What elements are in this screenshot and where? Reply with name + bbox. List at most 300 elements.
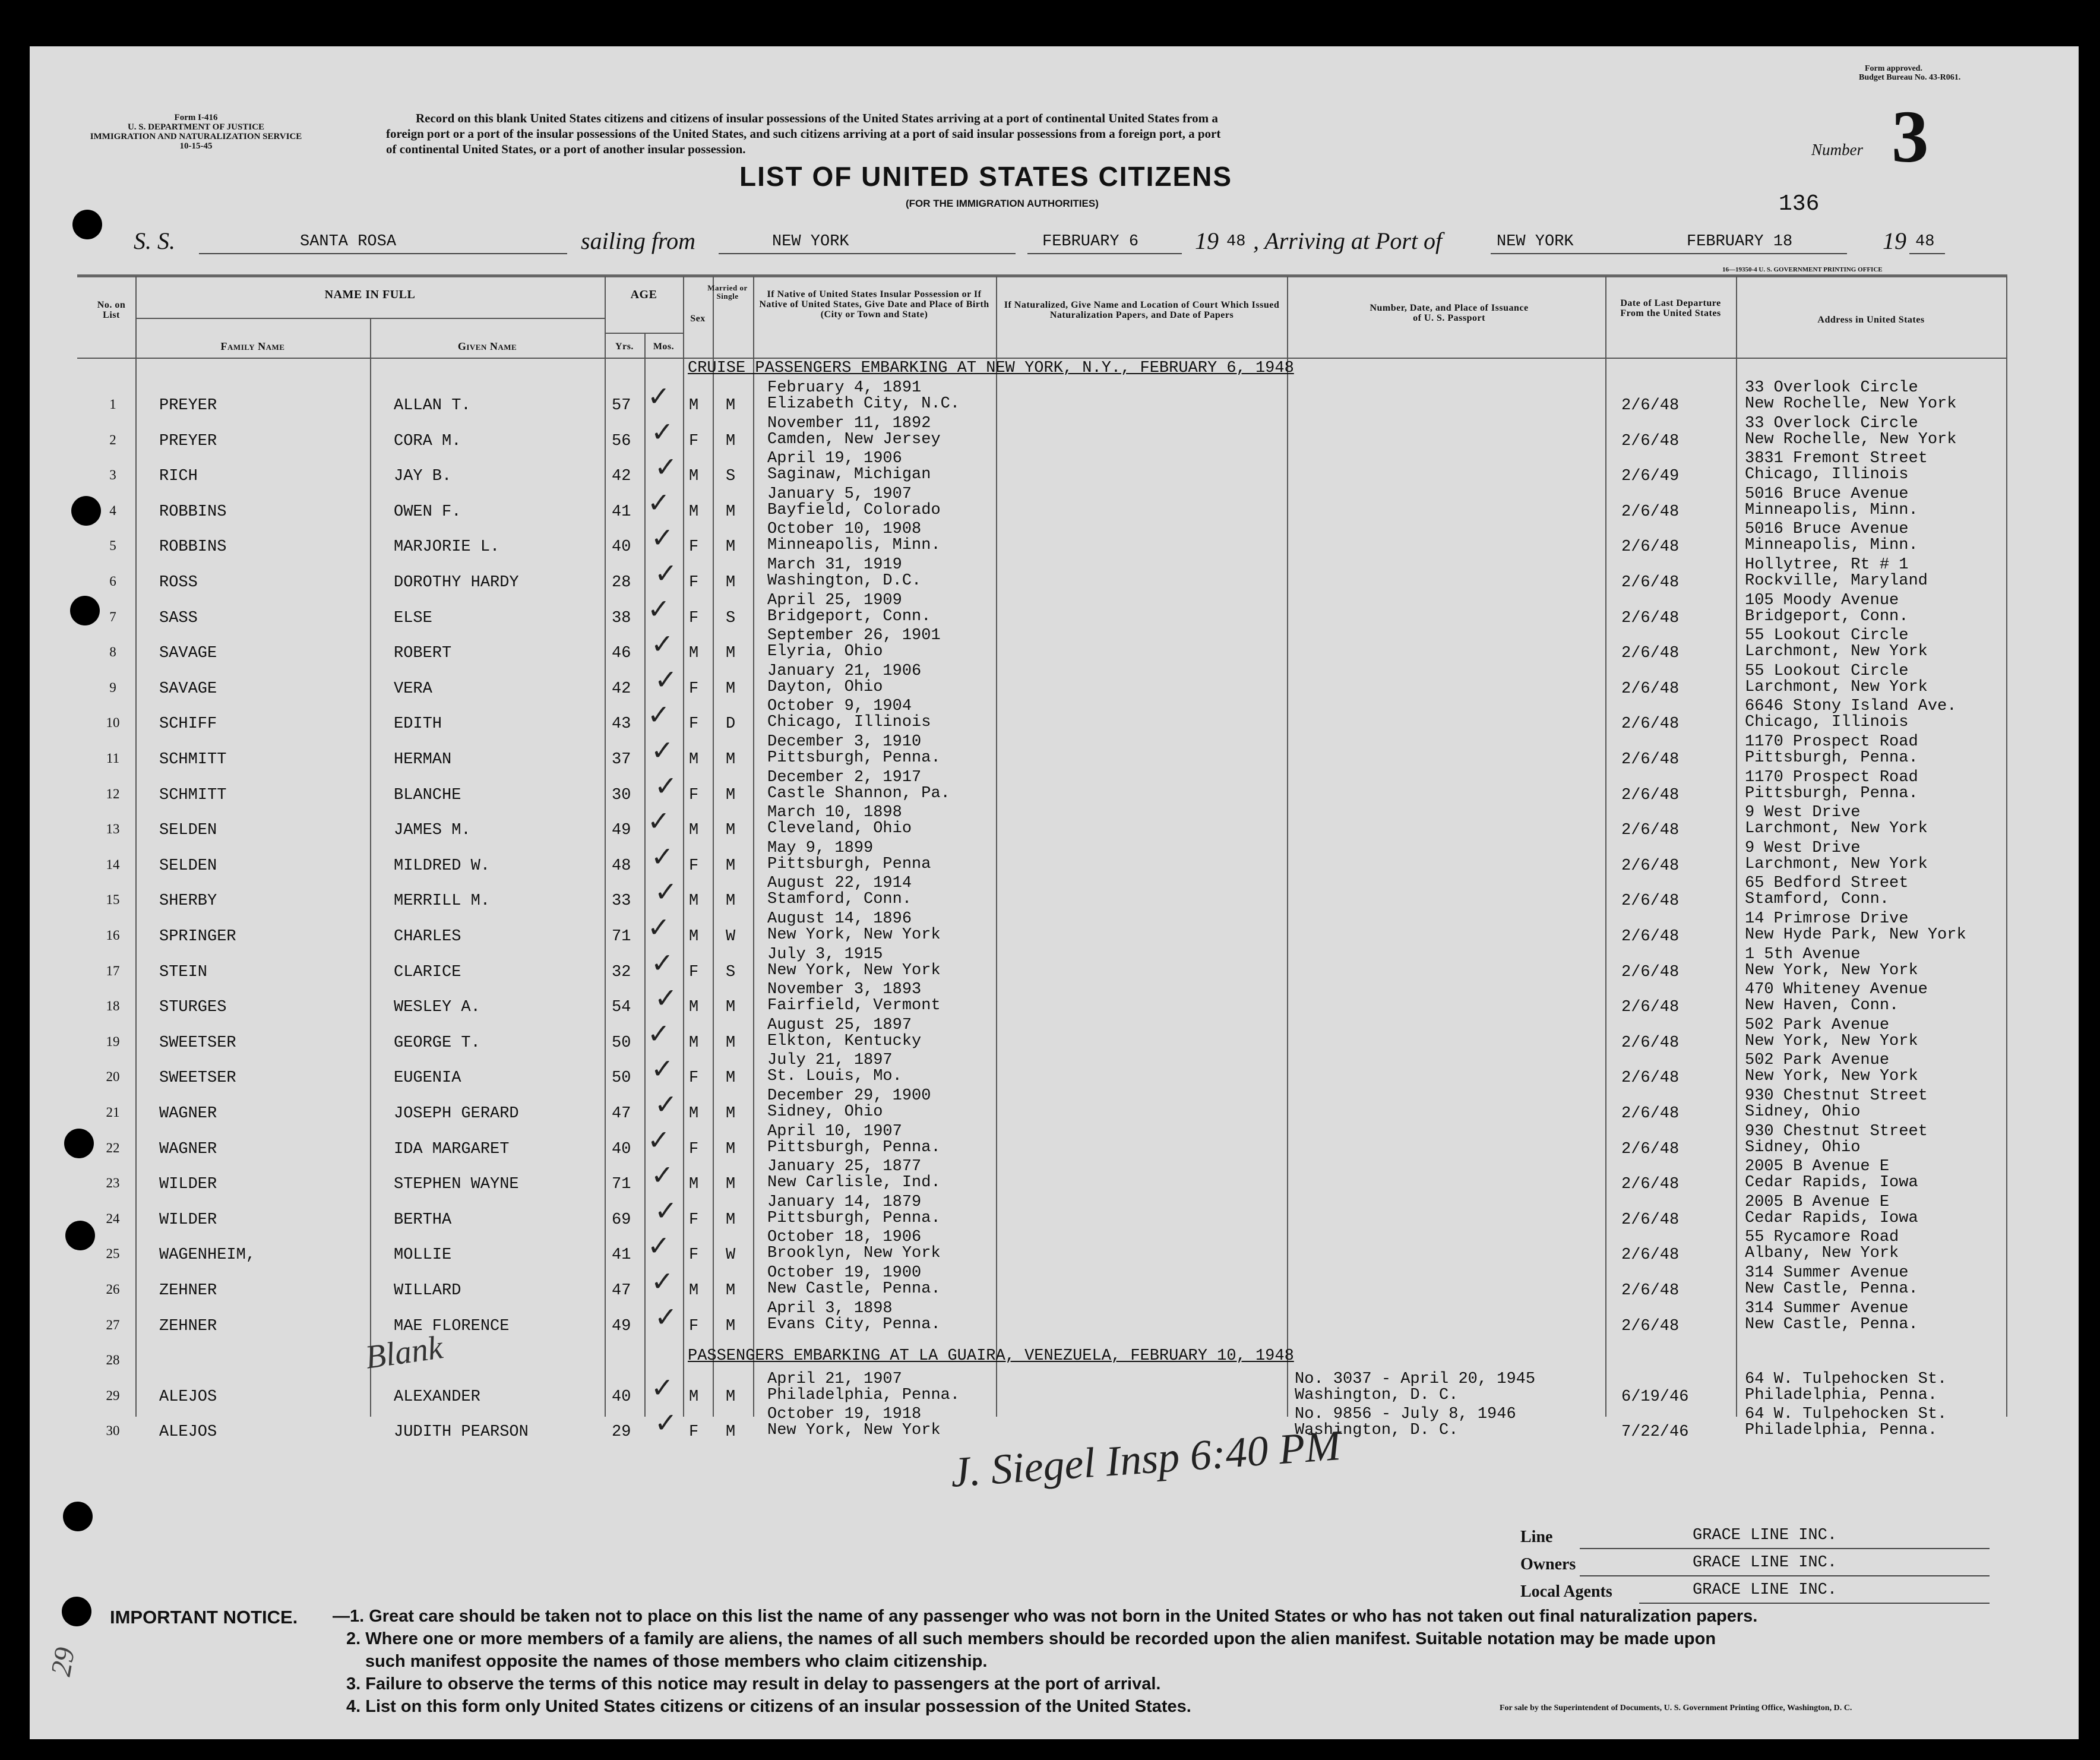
header-passport: Number, Date, and Place of Issuance of U. S. Passport bbox=[1370, 303, 1529, 323]
address-city: New York, New York bbox=[1745, 1067, 1918, 1085]
family-name: SCHIFF bbox=[159, 715, 217, 733]
row-number: 24 bbox=[106, 1211, 120, 1226]
agents-label: Local Agents bbox=[1520, 1582, 1612, 1601]
family-name: SWEETSER bbox=[159, 1069, 236, 1087]
marital-status: M bbox=[726, 397, 736, 415]
birth-date: April 19, 1906 bbox=[767, 450, 902, 467]
sex: M bbox=[689, 503, 699, 521]
given-name: BLANCHE bbox=[394, 786, 461, 804]
check-mark: ✓ bbox=[651, 1265, 674, 1297]
row-number: 21 bbox=[106, 1105, 120, 1120]
age-years: 46 bbox=[612, 644, 631, 662]
marital-status: M bbox=[726, 892, 736, 910]
given-name: WESLEY A. bbox=[394, 999, 480, 1016]
row-number: 26 bbox=[106, 1282, 120, 1297]
age-years: 47 bbox=[612, 1282, 631, 1300]
departure-date: 2/6/48 bbox=[1621, 609, 1680, 627]
departure-date: 2/6/48 bbox=[1621, 715, 1680, 733]
sex: F bbox=[689, 538, 699, 556]
address-street: 314 Summer Avenue bbox=[1745, 1300, 1909, 1317]
age-years: 41 bbox=[612, 1246, 631, 1264]
punch-hole bbox=[63, 1502, 93, 1531]
check-mark: ✓ bbox=[651, 1372, 674, 1404]
marital-status: M bbox=[726, 751, 736, 769]
section-heading-cruise: CRUISE PASSENGERS EMBARKING AT NEW YORK, N.Y., FEBRUARY 6, 1948 bbox=[688, 359, 1294, 377]
marital-status: M bbox=[726, 857, 736, 875]
birth-place: Pittsburgh, Penna. bbox=[767, 1209, 941, 1227]
birth-date: March 31, 1919 bbox=[767, 556, 902, 574]
given-name: OWEN F. bbox=[394, 503, 461, 521]
sex: F bbox=[689, 609, 699, 627]
sex: F bbox=[689, 963, 699, 981]
sex: F bbox=[689, 680, 699, 698]
check-mark: ✓ bbox=[647, 699, 671, 731]
birth-date: April 21, 1907 bbox=[767, 1370, 902, 1388]
check-mark: ✓ bbox=[647, 380, 671, 412]
address-street: 6646 Stony Island Ave. bbox=[1745, 697, 1957, 715]
family-name: WAGNER bbox=[159, 1140, 217, 1158]
check-mark: ✓ bbox=[647, 805, 671, 837]
marital-status: M bbox=[726, 1282, 736, 1300]
sex: F bbox=[689, 1423, 699, 1441]
sex: M bbox=[689, 1034, 699, 1052]
marital-status: M bbox=[726, 1211, 736, 1229]
given-name: VERA bbox=[394, 680, 432, 698]
marital-status: M bbox=[726, 1105, 736, 1123]
age-years: 40 bbox=[612, 1388, 631, 1406]
departure-date: 2/6/48 bbox=[1621, 963, 1680, 981]
birth-date: January 25, 1877 bbox=[767, 1158, 922, 1176]
address-city: New Castle, Penna. bbox=[1745, 1316, 1918, 1334]
handwritten-blank-note: Blank bbox=[363, 1329, 445, 1376]
departure-date: 2/6/48 bbox=[1621, 1140, 1680, 1158]
marital-status: D bbox=[726, 715, 736, 733]
age-years: 50 bbox=[612, 1034, 631, 1052]
address-street: 2005 B Avenue E bbox=[1745, 1158, 1890, 1176]
birth-place: Elyria, Ohio bbox=[767, 643, 883, 661]
birth-place: Minneapolis, Minn. bbox=[767, 536, 941, 554]
instructions-line: Record on this blank United States citizens and citizens of insular possessions of the United States arriving at a port of continental United States from a bbox=[416, 111, 1218, 125]
departure-date: 2/6/48 bbox=[1621, 680, 1680, 698]
birth-date: October 18, 1906 bbox=[767, 1228, 922, 1246]
given-name: WILLARD bbox=[394, 1282, 461, 1300]
family-name: PREYER bbox=[159, 432, 217, 450]
address-street: 5016 Bruce Avenue bbox=[1745, 520, 1909, 538]
marital-status: M bbox=[726, 1388, 736, 1406]
departure-date: 2/6/48 bbox=[1621, 1034, 1680, 1052]
age-years: 71 bbox=[612, 1176, 631, 1193]
birth-date: January 21, 1906 bbox=[767, 662, 922, 680]
col-divider bbox=[713, 276, 714, 1417]
service: IMMIGRATION AND NATURALIZATION SERVICE bbox=[90, 132, 302, 141]
check-mark: ✓ bbox=[651, 522, 674, 554]
age-years: 32 bbox=[612, 963, 631, 981]
row-number: 10 bbox=[106, 715, 120, 730]
birth-place: Brooklyn, New York bbox=[767, 1244, 941, 1262]
given-name: IDA MARGARET bbox=[394, 1140, 510, 1158]
header-mos: Mos. bbox=[653, 342, 675, 352]
marital-status: M bbox=[726, 999, 736, 1016]
family-name: SCHMITT bbox=[159, 751, 227, 769]
check-mark: ✓ bbox=[647, 1018, 671, 1050]
address-street: 1170 Prospect Road bbox=[1745, 769, 1918, 786]
address-street: 502 Park Avenue bbox=[1745, 1016, 1890, 1034]
sex: F bbox=[689, 1246, 699, 1264]
ship-name: SANTA ROSA bbox=[300, 233, 397, 251]
margin-mark: 29 bbox=[45, 1645, 81, 1679]
birth-date: October 9, 1904 bbox=[767, 697, 912, 715]
address-street: 55 Lookout Circle bbox=[1745, 627, 1909, 644]
row-number: 5 bbox=[109, 538, 116, 553]
family-name: SAVAGE bbox=[159, 644, 217, 662]
departure-date: 2/6/48 bbox=[1621, 857, 1680, 875]
birth-place: Camden, New Jersey bbox=[767, 431, 941, 448]
birth-date: December 29, 1900 bbox=[767, 1087, 931, 1105]
address-street: 64 W. Tulpehocken St. bbox=[1745, 1405, 1947, 1423]
address-street: 1170 Prospect Road bbox=[1745, 733, 1918, 751]
given-name: HERMAN bbox=[394, 751, 452, 769]
address-street: 33 Overlock Circle bbox=[1745, 415, 1918, 432]
check-mark: ✓ bbox=[654, 770, 678, 802]
address-street: 55 Lookout Circle bbox=[1745, 662, 1909, 680]
address-street: 9 West Drive bbox=[1745, 839, 1861, 857]
age-years: 40 bbox=[612, 538, 631, 556]
given-name: STEPHEN WAYNE bbox=[394, 1176, 519, 1193]
address-city: Sidney, Ohio bbox=[1745, 1103, 1861, 1121]
departure-date: 2/6/49 bbox=[1621, 467, 1680, 485]
family-name: ROBBINS bbox=[159, 538, 227, 556]
marital-status: S bbox=[726, 467, 736, 485]
departure-date: 2/6/48 bbox=[1621, 999, 1680, 1016]
address-city: Minneapolis, Minn. bbox=[1745, 536, 1918, 554]
family-name: ROBBINS bbox=[159, 503, 227, 521]
birth-place: Pittsburgh, Penna. bbox=[767, 749, 941, 767]
header-birth: If Native of United States Insular Possession or If Native of United States, Give Date and Place of Birth (City or Town and State) bbox=[759, 289, 989, 320]
family-name: STURGES bbox=[159, 999, 227, 1016]
age-years: 43 bbox=[612, 715, 631, 733]
birth-date: December 3, 1910 bbox=[767, 733, 922, 751]
departure-date: 2/6/48 bbox=[1621, 821, 1680, 839]
check-mark: ✓ bbox=[647, 486, 671, 519]
birth-date: December 2, 1917 bbox=[767, 769, 922, 786]
birth-place: Saginaw, Michigan bbox=[767, 466, 931, 484]
address-city: Pittsburgh, Penna. bbox=[1745, 785, 1918, 802]
birth-date: August 25, 1897 bbox=[767, 1016, 912, 1034]
age-years: 49 bbox=[612, 821, 631, 839]
age-years: 42 bbox=[612, 467, 631, 485]
address-street: 502 Park Avenue bbox=[1745, 1051, 1890, 1069]
age-years: 48 bbox=[612, 857, 631, 875]
address-street: 1 5th Avenue bbox=[1745, 946, 1861, 963]
family-name: SCHMITT bbox=[159, 786, 227, 804]
form-number: Form I-416 bbox=[174, 113, 218, 122]
punch-hole bbox=[72, 210, 102, 239]
family-name: RICH bbox=[159, 467, 198, 485]
row-number: 12 bbox=[106, 786, 120, 801]
sex: F bbox=[689, 715, 699, 733]
marital-status: M bbox=[726, 1317, 736, 1335]
agents-value: GRACE LINE INC. bbox=[1693, 1581, 1838, 1599]
year-prefix: 19 bbox=[1883, 227, 1906, 254]
sailing-date: FEBRUARY 6 bbox=[1042, 233, 1139, 251]
address-street: 930 Chestnut Street bbox=[1745, 1087, 1928, 1105]
number-label: Number bbox=[1811, 141, 1863, 159]
marital-status: M bbox=[726, 1069, 736, 1087]
address-city: Chicago, Illinois bbox=[1745, 466, 1909, 484]
row-number: 3 bbox=[109, 467, 116, 482]
departure-date: 2/6/48 bbox=[1621, 1211, 1680, 1229]
address-city: New York, New York bbox=[1745, 1032, 1918, 1050]
page-title: LIST OF UNITED STATES CITIZENS bbox=[739, 161, 1233, 192]
header-departure: Date of Last Departure From the United States bbox=[1620, 298, 1721, 318]
address-street: 930 Chestnut Street bbox=[1745, 1123, 1928, 1140]
birth-place: Pittsburgh, Penna. bbox=[767, 1139, 941, 1157]
age-years: 57 bbox=[612, 397, 631, 415]
check-mark: ✓ bbox=[654, 1301, 678, 1333]
family-name: WILDER bbox=[159, 1211, 217, 1229]
check-mark: ✓ bbox=[651, 734, 674, 766]
check-mark: ✓ bbox=[647, 1230, 671, 1262]
from-port: NEW YORK bbox=[772, 233, 849, 251]
address-city: New York, New York bbox=[1745, 962, 1918, 979]
approval-block bbox=[1859, 64, 1960, 82]
age-years: 54 bbox=[612, 999, 631, 1016]
notice-item-1: —1. Great care should be taken not to place on this list the name of any passenger who was not born in the United States or who has not taken out final naturalization papers. bbox=[333, 1607, 1758, 1626]
col-divider bbox=[605, 276, 606, 1417]
instructions-line: of continental United States, or a port of another insular possession. bbox=[386, 142, 746, 156]
row-number: 15 bbox=[106, 892, 120, 907]
departure-date: 2/6/48 bbox=[1621, 644, 1680, 662]
marital-status: S bbox=[726, 609, 736, 627]
punch-hole bbox=[65, 1221, 95, 1250]
departure-date: 7/22/46 bbox=[1621, 1423, 1689, 1441]
address-city: New Hyde Park, New York bbox=[1745, 926, 1966, 944]
given-name: MERRILL M. bbox=[394, 892, 491, 910]
col-divider bbox=[135, 276, 137, 1417]
row-number: 29 bbox=[106, 1388, 120, 1403]
header-given-name: Given Name bbox=[457, 340, 517, 352]
ss-label: S. S. bbox=[134, 227, 175, 254]
owners-value: GRACE LINE INC. bbox=[1693, 1554, 1838, 1572]
check-mark: ✓ bbox=[654, 1407, 678, 1439]
owners-label: Owners bbox=[1520, 1555, 1576, 1573]
family-name: WAGNER bbox=[159, 1105, 217, 1123]
family-name: ZEHNER bbox=[159, 1282, 217, 1300]
birth-date: April 3, 1898 bbox=[767, 1300, 893, 1317]
sex: F bbox=[689, 857, 699, 875]
departure-date: 2/6/48 bbox=[1621, 1176, 1680, 1193]
birth-date: July 21, 1897 bbox=[767, 1051, 893, 1069]
sex: F bbox=[689, 574, 699, 592]
address-city: New Rochelle, New York bbox=[1745, 431, 1957, 448]
check-mark: ✓ bbox=[651, 1159, 674, 1191]
birth-place: Castle Shannon, Pa. bbox=[767, 785, 950, 802]
address-street: 33 Overlook Circle bbox=[1745, 379, 1918, 397]
marital-status: M bbox=[726, 680, 736, 698]
check-mark: ✓ bbox=[647, 593, 671, 625]
address-street: 470 Whiteney Avenue bbox=[1745, 981, 1928, 999]
age-years: 41 bbox=[612, 503, 631, 521]
sex: F bbox=[689, 432, 699, 450]
arrival-date: FEBRUARY 18 bbox=[1687, 233, 1793, 251]
section-heading-la-guaira: PASSENGERS EMBARKING AT LA GUAIRA, VENEZUELA, FEBRUARY 10, 1948 bbox=[688, 1347, 1294, 1365]
sex: M bbox=[689, 751, 699, 769]
birth-date: September 26, 1901 bbox=[767, 627, 941, 644]
approval-line: Form approved. bbox=[1865, 64, 1922, 73]
given-name: BERTHA bbox=[394, 1211, 452, 1229]
marital-status: W bbox=[726, 928, 736, 946]
check-mark: ✓ bbox=[654, 451, 678, 483]
birth-date: March 10, 1898 bbox=[767, 804, 902, 821]
address-city: Albany, New York bbox=[1745, 1244, 1899, 1262]
address-city: Cedar Rapids, Iowa bbox=[1745, 1174, 1918, 1192]
given-name: GEORGE T. bbox=[394, 1034, 480, 1052]
notice-item-3: 3. Failure to observe the terms of this notice may result in delay to passengers at the port of arrival. bbox=[346, 1674, 1161, 1693]
col-divider bbox=[1287, 276, 1288, 1417]
row-number: 30 bbox=[106, 1423, 120, 1438]
row-number: 17 bbox=[106, 963, 120, 978]
form-id-block bbox=[77, 113, 315, 151]
family-name: STEIN bbox=[159, 963, 208, 981]
header-married: Married or Single bbox=[707, 283, 748, 301]
table-top-rule bbox=[77, 274, 2007, 277]
given-name: DOROTHY HARDY bbox=[394, 574, 519, 592]
check-mark: ✓ bbox=[651, 947, 674, 979]
address-city: Larchmont, New York bbox=[1745, 820, 1928, 838]
row-number: 2 bbox=[109, 432, 116, 447]
department: U. S. DEPARTMENT OF JUSTICE bbox=[127, 122, 265, 132]
header-address: Address in United States bbox=[1817, 315, 1925, 325]
birth-place: Evans City, Penna. bbox=[767, 1316, 941, 1334]
col-divider bbox=[2006, 276, 2007, 1417]
marital-status: W bbox=[726, 1246, 736, 1264]
check-mark: ✓ bbox=[654, 663, 678, 696]
address-city: Bridgeport, Conn. bbox=[1745, 608, 1909, 625]
row-number: 20 bbox=[106, 1069, 120, 1084]
name-subheader-rule bbox=[135, 318, 605, 319]
birth-place: Stamford, Conn. bbox=[767, 890, 912, 908]
family-name: WILDER bbox=[159, 1176, 217, 1193]
header-name-in-full: NAME IN FULL bbox=[324, 288, 416, 301]
age-years: 50 bbox=[612, 1069, 631, 1087]
family-name: ALEJOS bbox=[159, 1423, 217, 1441]
address-city: Pittsburgh, Penna. bbox=[1745, 749, 1918, 767]
departure-date: 2/6/48 bbox=[1621, 928, 1680, 946]
age-years: 40 bbox=[612, 1140, 631, 1158]
header-yrs: Yrs. bbox=[615, 342, 634, 352]
address-city: Philadelphia, Penna. bbox=[1745, 1386, 1938, 1404]
row-number: 19 bbox=[106, 1034, 120, 1049]
departure-date: 2/6/48 bbox=[1621, 1246, 1680, 1264]
check-mark: ✓ bbox=[647, 911, 671, 943]
line-label: Line bbox=[1520, 1528, 1553, 1546]
row-number: 27 bbox=[106, 1317, 120, 1332]
departure-date: 2/6/48 bbox=[1621, 503, 1680, 521]
age-subheader-rule bbox=[605, 333, 683, 334]
given-name: CORA M. bbox=[394, 432, 461, 450]
header-naturalized: If Naturalized, Give Name and Location of Court Which Issued Naturalization Papers, and Date of Papers bbox=[1004, 300, 1280, 320]
marital-status: M bbox=[726, 1423, 736, 1441]
passport-place: Washington, D. C. bbox=[1295, 1421, 1459, 1439]
table-header-rule bbox=[77, 358, 2007, 359]
check-mark: ✓ bbox=[651, 1053, 674, 1085]
birth-place: New Carlisle, Ind. bbox=[767, 1174, 941, 1192]
departure-date: 2/6/48 bbox=[1621, 397, 1680, 415]
given-name: JOSEPH GERARD bbox=[394, 1105, 519, 1123]
birth-place: Elizabeth City, N.C. bbox=[767, 395, 960, 413]
family-name: SHERBY bbox=[159, 892, 217, 910]
birth-date: November 11, 1892 bbox=[767, 415, 931, 432]
sex: M bbox=[689, 397, 699, 415]
check-mark: ✓ bbox=[654, 876, 678, 908]
sailing-year: 48 bbox=[1226, 233, 1246, 251]
address-city: New Haven, Conn. bbox=[1745, 997, 1899, 1015]
birth-place: New York, New York bbox=[767, 1421, 941, 1439]
row-number: 28 bbox=[106, 1353, 120, 1367]
family-name: ZEHNER bbox=[159, 1317, 217, 1335]
for-sale-note: For sale by the Superintendent of Documents, U. S. Government Printing Office, Washington, D. C. bbox=[1500, 1704, 1852, 1712]
marital-status: M bbox=[726, 644, 736, 662]
birth-date: January 14, 1879 bbox=[767, 1193, 922, 1211]
sex: M bbox=[689, 467, 699, 485]
check-mark: ✓ bbox=[654, 982, 678, 1014]
punch-hole bbox=[64, 1129, 94, 1158]
header-no: No. on List bbox=[97, 300, 126, 320]
birth-place: Fairfield, Vermont bbox=[767, 997, 941, 1015]
col-divider bbox=[644, 333, 646, 1417]
check-mark: ✓ bbox=[651, 416, 674, 448]
sex: F bbox=[689, 1317, 699, 1335]
row-number: 11 bbox=[106, 751, 120, 766]
header-family-name: Family Name bbox=[220, 340, 285, 352]
sex: M bbox=[689, 1176, 699, 1193]
family-name: SPRINGER bbox=[159, 928, 236, 946]
passport-number: No. 3037 - April 20, 1945 bbox=[1295, 1370, 1536, 1388]
given-name: MILDRED W. bbox=[394, 857, 491, 875]
birth-date: October 10, 1908 bbox=[767, 520, 922, 538]
given-name: EUGENIA bbox=[394, 1069, 461, 1087]
given-name: ELSE bbox=[394, 609, 432, 627]
arrival-port: NEW YORK bbox=[1497, 233, 1574, 251]
given-name: MOLLIE bbox=[394, 1246, 452, 1264]
row-number: 14 bbox=[106, 857, 120, 872]
col-divider bbox=[753, 276, 754, 1417]
address-city: Philadelphia, Penna. bbox=[1745, 1421, 1938, 1439]
departure-date: 6/19/46 bbox=[1621, 1388, 1689, 1406]
sex: M bbox=[689, 892, 699, 910]
row-number: 25 bbox=[106, 1246, 120, 1261]
family-name: SELDEN bbox=[159, 821, 217, 839]
given-name: JAMES M. bbox=[394, 821, 471, 839]
sex: F bbox=[689, 1211, 699, 1229]
address-street: 3831 Fremont Street bbox=[1745, 450, 1928, 467]
sex: M bbox=[689, 644, 699, 662]
row-number: 1 bbox=[109, 397, 116, 412]
punch-hole bbox=[62, 1597, 91, 1626]
birth-date: February 4, 1891 bbox=[767, 379, 922, 397]
address-city: New Rochelle, New York bbox=[1745, 395, 1957, 413]
row-number: 13 bbox=[106, 821, 120, 836]
given-name: MARJORIE L. bbox=[394, 538, 500, 556]
sex: F bbox=[689, 1069, 699, 1087]
address-street: Hollytree, Rt # 1 bbox=[1745, 556, 1909, 574]
given-name: JUDITH PEARSON bbox=[394, 1423, 529, 1441]
address-street: 105 Moody Avenue bbox=[1745, 592, 1899, 609]
header-sex: Sex bbox=[690, 314, 706, 324]
address-street: 65 Bedford Street bbox=[1745, 874, 1909, 892]
birth-date: October 19, 1900 bbox=[767, 1264, 922, 1282]
given-name: JAY B. bbox=[394, 467, 452, 485]
